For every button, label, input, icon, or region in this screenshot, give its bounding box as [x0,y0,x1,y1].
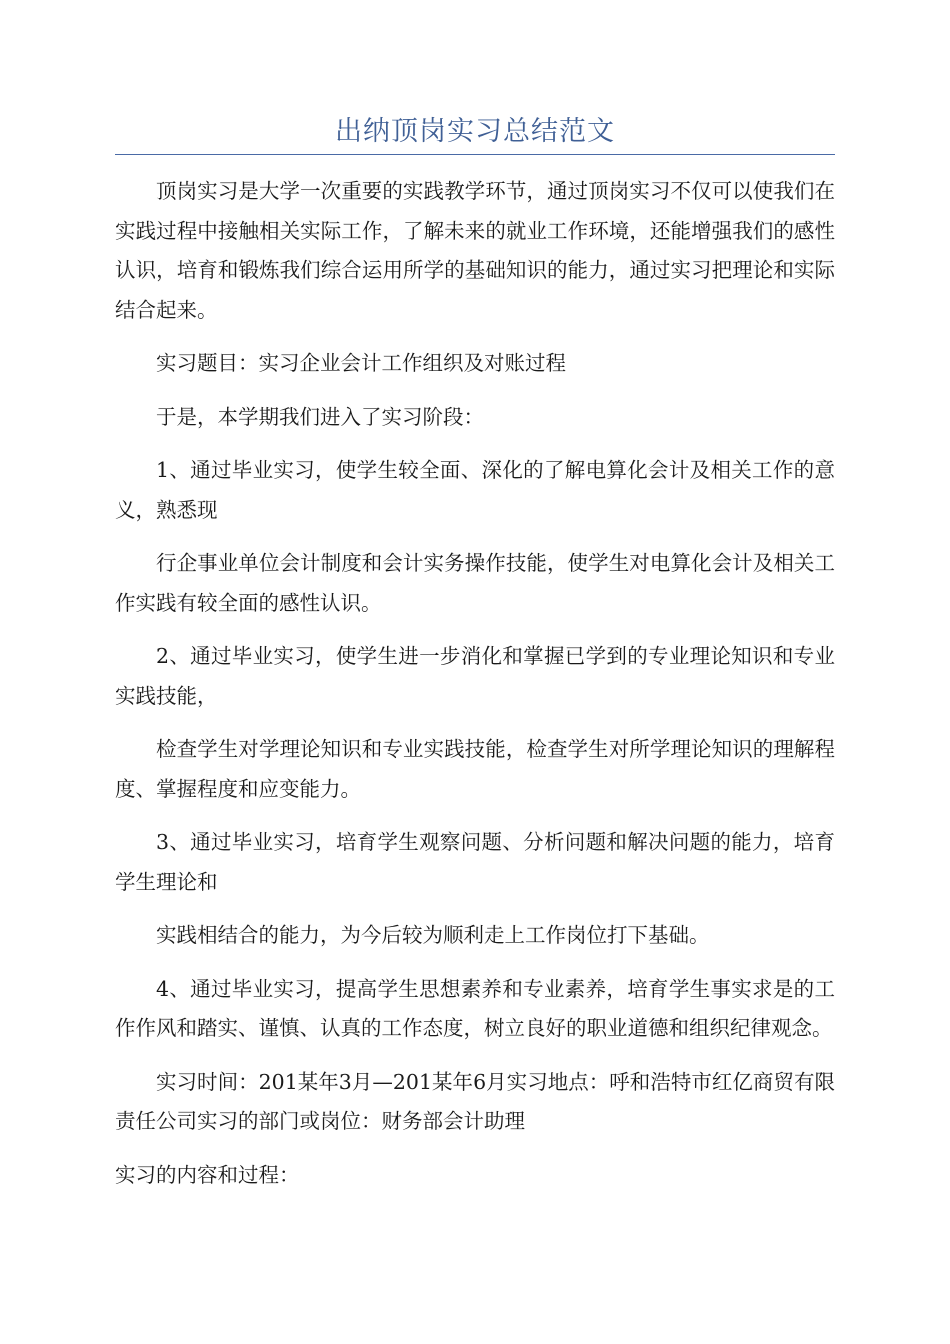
paragraph-item-1: 1、通过毕业实习，使学生较全面、深化的了解电算化会计及相关工作的意义，熟悉现 [115,458,835,522]
title-underline [115,154,835,155]
paragraph-intro: 顶岗实习是大学一次重要的实践教学环节，通过顶岗实习不仅可以使我们在实践过程中接触相关实际工作，了解未来的就业工作环境，还能增强我们的感性认识，培育和锻炼我们综合运用所学的基础知识的能力，通过实习把理论和实际结合起来。 [115,179,835,322]
paragraph-item-3-cont: 实践相结合的能力，为今后较为顺利走上工作岗位打下基础。 [156,923,710,947]
paragraph-time-place: 实习时间：201某年3月—201某年6月实习地点：呼和浩特市红亿商贸有限责任公司实习的部门或岗位：财务部会计助理 [115,1069,835,1133]
paragraph-item-4: 4、通过毕业实习，提高学生思想素养和专业素养，培育学生事实求是的工作作风和踏实、谨慎、认真的工作态度，树立良好的职业道德和组织纪律观念。 [115,976,835,1040]
paragraph-content-heading: 实习的内容和过程： [115,1162,300,1187]
paragraph-item-1-cont: 行企事业单位会计制度和会计实务操作技能，使学生对电算化会计及相关工作实践有较全面的感性认识。 [115,551,835,615]
paragraph-item-3: 3、通过毕业实习，培育学生观察问题、分析问题和解决问题的能力，培育学生理论和 [115,830,835,894]
document-body [115,172,835,1209]
paragraph-stage: 于是，本学期我们进入了实习阶段： [156,404,484,429]
paragraph-topic: 实习题目：实习企业会计工作组织及对账过程 [156,351,566,375]
paragraph-item-2-cont: 检查学生对学理论知识和专业实践技能，检查学生对所学理论知识的理解程度、掌握程度和应变能力。 [115,737,835,801]
paragraph-item-2: 2、通过毕业实习，使学生进一步消化和掌握已学到的专业理论知识和专业实践技能， [115,644,835,708]
document-title: 出纳顶岗实习总结范文 [335,116,615,147]
